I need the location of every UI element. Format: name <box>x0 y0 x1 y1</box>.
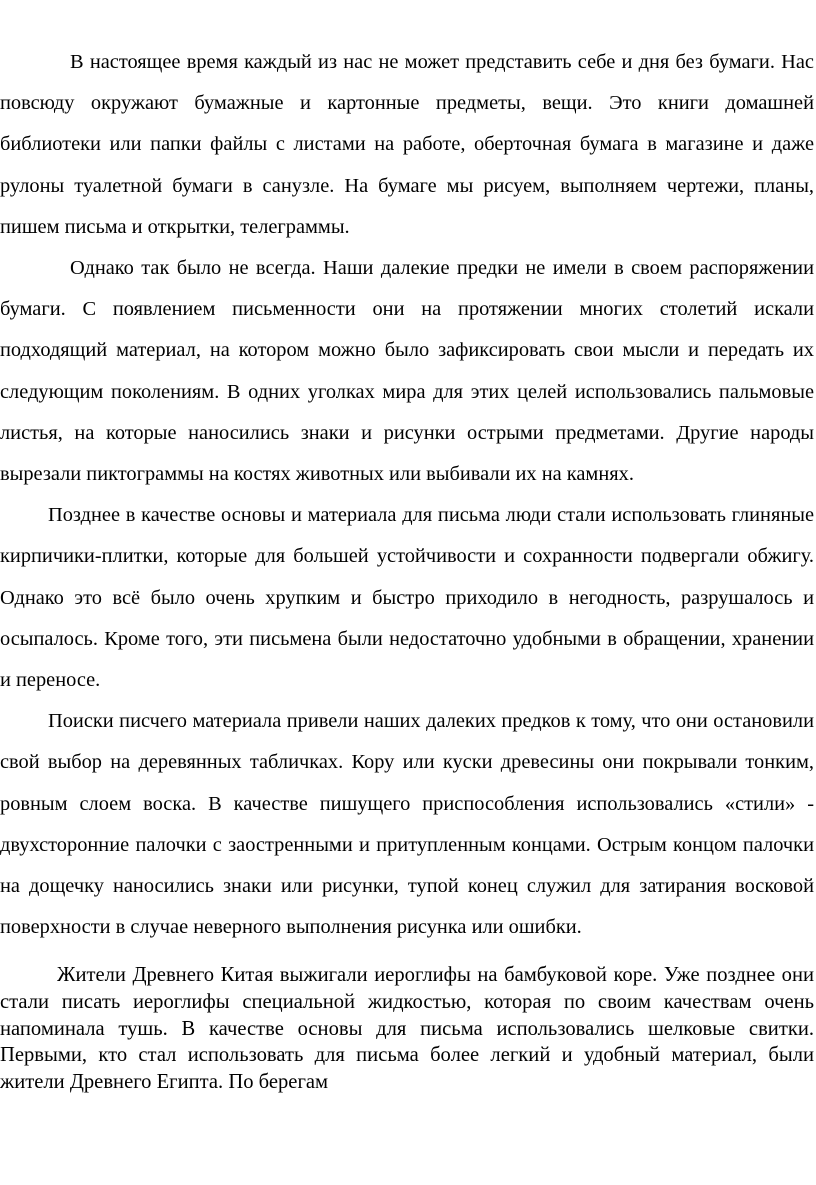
paragraph-3: Позднее в качестве основы и материала для письма люди стали использовать глиняные кирпичики-плитки, которые для большей устойчивости и сохранности подвергали обжигу. Однако это всё было очень хрупким и быстро приходило в негодность, разрушалось и осыпалось. Кроме того, эти письмена были недостаточно удобными в обращении, хранении и переносе. <box>0 504 814 692</box>
document-body <box>0 42 816 1095</box>
paragraph-5: Жители Древнего Китая выжигали иероглифы на бамбуковой коре. Уже позднее они стали писать иероглифы специальной жидкостью, которая по своим качествам очень напоминала тушь. В качестве основы для письма использовались шелковые свитки. Первыми, кто стал использовать для письма более легкий и удобный материал, были жители Древнего Египта. По берегам <box>0 964 814 1093</box>
paragraph-2: Однако так было не всегда. Наши далекие предки не имели в своем распоряжении бумаги. С появлением письменности они на протяжении многих столетий искали подходящий материал, на котором можно было зафиксировать свои мысли и передать их следующим поколениям. В одних уголках мира для этих целей использовались пальмовые листья, на которые наносились знаки и рисунки острыми предметами. Другие народы вырезали пиктограммы на костях животных или выбивали их на камнях. <box>0 257 814 486</box>
paragraph-1: В настоящее время каждый из нас не может представить себе и дня без бумаги. Нас повсюду окружают бумажные и картонные предметы, вещи. Это книги домашней библиотеки или папки файлы с листами на работе, оберточная бумага в магазине и даже рулоны туалетной бумаги в санузле. На бумаге мы рисуем, выполняем чертежи, планы, пишем письма и открытки, телеграммы. <box>0 51 814 238</box>
paragraph-4: Поиски писчего материала привели наших далеких предков к тому, что они остановили свой выбор на деревянных табличках. Кору или куски древесины они покрывали тонким, ровным слоем воска. В качестве пишущего приспособления использовались «стили» - двухсторонние палочки с заостренными и притупленным концами. Острым концом палочки на дощечку наносились знаки или рисунки, тупой конец служил для затирания восковой поверхности в случае неверного выполнения рисунка или ошибки. <box>0 710 814 939</box>
